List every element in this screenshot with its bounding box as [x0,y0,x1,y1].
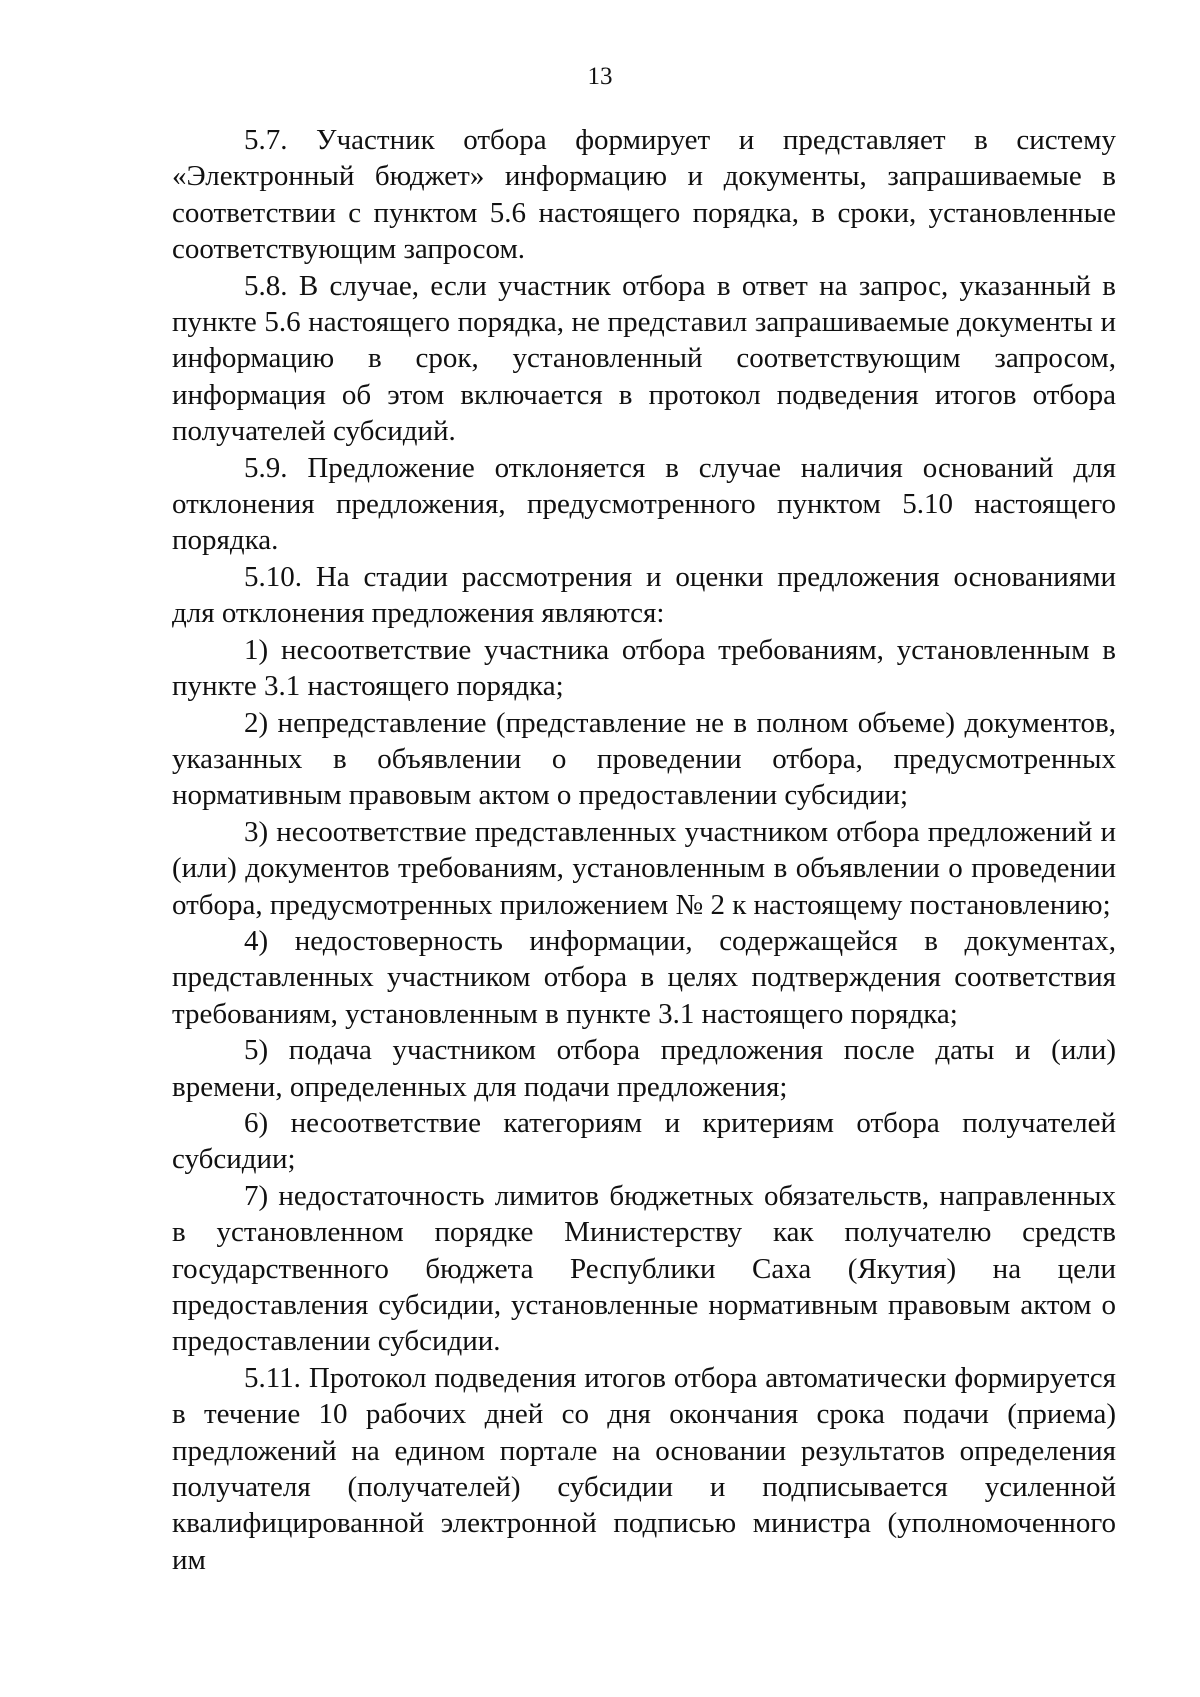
list-item-6: 6) несоответствие категориям и критериям отбора получателей субсидии; [172,1106,1116,1176]
paragraph-5-11: 5.11. Протокол подведения итогов отбора автоматически формируется в течение 10 рабочих дней со дня окончания срока подачи (приема) предложений на едином портале на основании результатов определения получателя (получателей) субсидии и подписывается усиленной квалифицированной электронной подписью министра (уполномоченного им [172,1361,1116,1576]
list-item-5: 5) подача участником отбора предложения после даты и (или) времени, определенных для подачи предложения; [172,1034,1116,1103]
paragraph-5-8: 5.8. В случае, если участник отбора в ответ на запрос, указанный в пункте 5.6 настоящего порядка, не представил запрашиваемые документы и информацию в срок, установленный соответствующим запросом, информация об этом включается в протокол подведения итогов отбора получателей субсидий. [172,269,1116,448]
paragraph-5-10: 5.10. На стадии рассмотрения и оценки предложения основаниями для отклонения предложения являются: [172,560,1116,630]
page-number: 13 [587,63,613,90]
list-item-1: 1) несоответствие участника отбора требованиям, установленным в пункте 3.1 настоящего порядка; [172,633,1116,703]
document-body [172,122,1116,1578]
list-item-2: 2) непредставление (представление не в полном объеме) документов, указанных в объявлении о проведении отбора, предусмотренных нормативным правовым актом о предоставлении субсидии; [172,706,1116,812]
list-item-3: 3) несоответствие представленных участником отбора предложений и (или) документов требованиям, установленным в объявлении о проведении отбора, предусмотренных приложением № 2 к настоящему постановлению; [172,815,1116,921]
paragraph-5-9: 5.9. Предложение отклоняется в случае наличия оснований для отклонения предложения, предусмотренного пунктом 5.10 настоящего порядка. [172,451,1116,557]
paragraph-5-7: 5.7. Участник отбора формирует и представляет в систему «Электронный бюджет» информацию и документы, запрашиваемые в соответствии с пунктом 5.6 настоящего порядка, в сроки, установленные соответствующим запросом. [172,124,1116,266]
list-item-4: 4) недостоверность информации, содержащейся в документах, представленных участником отбора в целях подтверждения соответствия требованиям, установленным в пункте 3.1 настоящего порядка; [172,924,1116,1030]
list-item-7: 7) недостаточность лимитов бюджетных обязательств, направленных в установленном порядке Министерству как получателю средств государственного бюджета Республики Саха (Якутия) на цели предоставления субсидии, установленные нормативным правовым актом о предоставлении субсидии. [172,1179,1116,1358]
